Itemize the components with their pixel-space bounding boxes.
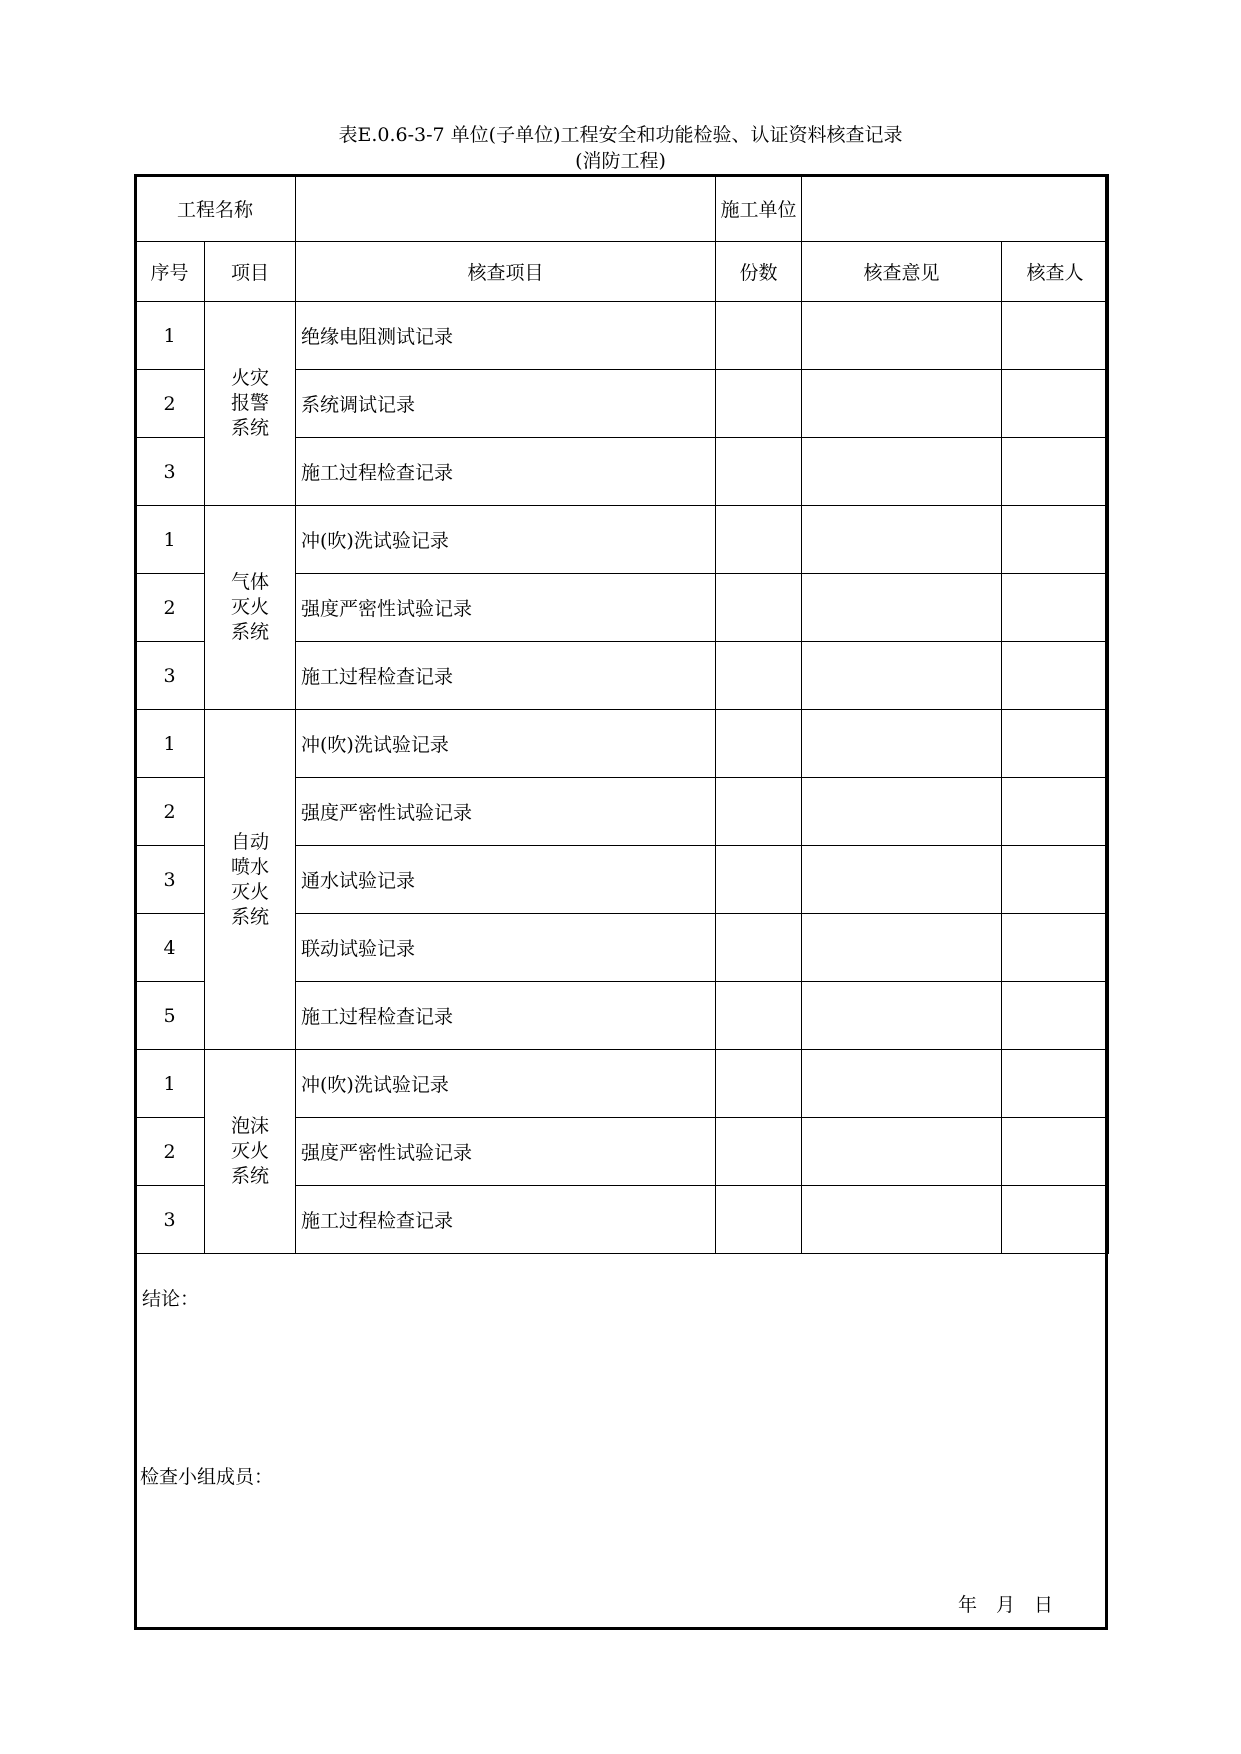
row-check-item: 施工过程检查记录: [296, 1186, 716, 1254]
row-seq: 5: [135, 982, 205, 1050]
row-seq: 3: [135, 846, 205, 914]
category-name: 灭火: [231, 596, 270, 618]
row-seq: 1: [135, 1050, 205, 1118]
members-label: 检查小组成员：: [140, 1466, 274, 1488]
row-check-item: 施工过程检查记录: [296, 982, 716, 1050]
header-item: 项目: [205, 242, 296, 302]
category-name: 自动: [231, 830, 270, 853]
form-title: 表E.0.6-3-7 单位(子单位)工程安全和功能检验、认证资料核查记录: [338, 124, 903, 146]
row-check-item: 系统调试记录: [296, 370, 716, 438]
row-check-item: 冲(吹)洗试验记录: [296, 710, 716, 778]
row-check-item: 施工过程检查记录: [296, 642, 716, 710]
conclusion-label: 结论：: [142, 1288, 200, 1310]
row-seq: 2: [135, 574, 205, 642]
row-check-item: 强度严密性试验记录: [296, 1118, 716, 1186]
row-check-item: 通水试验记录: [296, 846, 716, 914]
row-check-item: 冲(吹)洗试验记录: [296, 1050, 716, 1118]
category-name: 泡沫: [231, 1115, 270, 1137]
row-check-item: 绝缘电阻测试记录: [296, 302, 716, 370]
row-seq: 2: [135, 1118, 205, 1186]
row-check-item: 联动试验记录: [296, 914, 716, 982]
row-check-item: 冲(吹)洗试验记录: [296, 506, 716, 574]
row-seq: 3: [135, 1186, 205, 1254]
header-checker: 核查人: [1002, 242, 1109, 302]
header-copies: 份数: [716, 242, 802, 302]
row-seq: 3: [135, 642, 205, 710]
category-name: 报警: [231, 392, 270, 414]
category-name: 系统: [231, 417, 270, 439]
project-name-label: 工程名称: [135, 175, 296, 242]
conclusion-section: [134, 1262, 1108, 1630]
construction-unit-label: 施工单位: [716, 175, 802, 242]
row-check-item: 强度严密性试验记录: [296, 574, 716, 642]
row-seq: 4: [135, 914, 205, 982]
category-name: 喷水: [231, 855, 270, 878]
category-name: 火灾: [231, 367, 270, 389]
row-seq: 1: [135, 302, 205, 370]
date-label: 年 月 日: [958, 1594, 1054, 1616]
row-check-item: 施工过程检查记录: [296, 438, 716, 506]
category-name: 系统: [231, 905, 270, 928]
header-opinion: 核查意见: [802, 242, 1002, 302]
row-seq: 1: [135, 506, 205, 574]
row-seq: 3: [135, 438, 205, 506]
category-name: 系统: [231, 1165, 270, 1187]
form-subtitle: (消防工程): [575, 150, 666, 172]
category-name: 灭火: [231, 880, 270, 903]
row-seq: 2: [135, 370, 205, 438]
row-seq: 2: [135, 778, 205, 846]
header-check-item: 核查项目: [296, 242, 716, 302]
category-name: 气体: [231, 571, 270, 593]
header-seq: 序号: [135, 242, 205, 302]
row-check-item: 强度严密性试验记录: [296, 778, 716, 846]
category-name: 灭火: [231, 1140, 270, 1162]
row-seq: 1: [135, 710, 205, 778]
category-name: 系统: [231, 621, 270, 643]
